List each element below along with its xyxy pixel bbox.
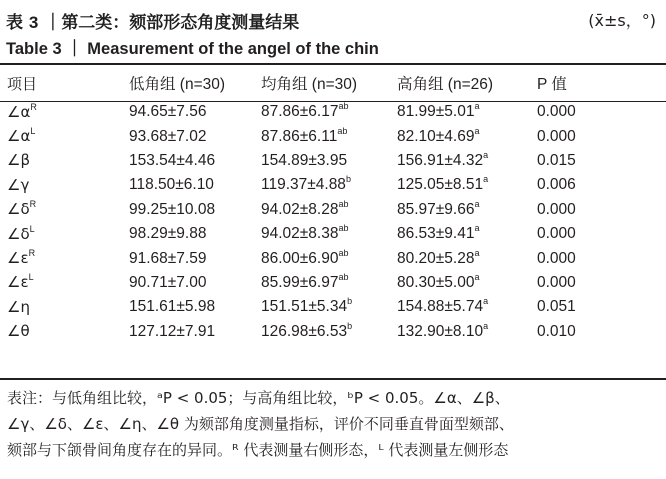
cell-mid: 94.02±8.28$^{ab}$ xyxy=(261,198,349,218)
table-notes xyxy=(7,385,659,463)
cell-low: 99.25±10.08 xyxy=(129,200,216,218)
cell-high: 80.20±5.28$^a$ xyxy=(397,247,480,267)
cell-item: $\angle\alpha^R$ xyxy=(7,101,37,121)
cell-mid: 87.86±6.17$^{ab}$ xyxy=(261,101,349,121)
note-line-1: 表注：与低角组比较，ᵃP < 0.05；与高角组比较，ᵇP < 0.05。∠α、∠β、 xyxy=(7,389,510,407)
cell-low: 98.29±9.88 xyxy=(129,225,207,243)
cell-p: 0.000 xyxy=(537,225,576,243)
cell-p: 0.000 xyxy=(537,249,576,267)
table-top-rule xyxy=(0,63,666,65)
cell-item: $\angle\varepsilon^R$ xyxy=(7,248,36,268)
cell-mid: 126.98±6.53$^b$ xyxy=(261,320,353,340)
cell-high: 85.97±9.66$^a$ xyxy=(397,198,480,218)
cell-mid: 119.37±4.88$^b$ xyxy=(261,174,351,194)
cell-item: $\angle\alpha^L$ xyxy=(7,126,36,146)
cell-p: 0.000 xyxy=(537,127,576,145)
caption-english: Table 3 ｜ Measurement of the angel of the chin xyxy=(6,40,379,58)
cell-high: 132.90±8.10$^a$ xyxy=(397,320,489,340)
cell-item: ∠η xyxy=(7,297,30,316)
cell-mid: 85.99±6.97$^{ab}$ xyxy=(261,271,349,291)
note-line-2: ∠γ、∠δ、∠ε、∠η、∠θ 为颏部角度测量指标，评价不同垂直骨面型颏部、 xyxy=(7,415,514,433)
cell-item: ∠γ xyxy=(7,175,30,194)
table-row xyxy=(0,149,666,173)
table-row xyxy=(0,124,666,148)
caption-title-chinese: 第二类：颏部形态角度测量结果 xyxy=(61,13,300,33)
cell-item: ∠β xyxy=(7,151,31,170)
table-row xyxy=(0,295,666,319)
header-item: 项目 xyxy=(7,74,38,93)
table-row xyxy=(0,100,666,124)
cell-high: 156.91±4.32$^a$ xyxy=(397,149,489,169)
table-bottom-rule xyxy=(0,378,666,380)
cell-mid: 151.51±5.34$^b$ xyxy=(261,296,353,316)
cell-high: 81.99±5.01$^a$ xyxy=(397,101,480,121)
header-high-angle: 高角组 (n=26) xyxy=(397,76,494,93)
table-header-row xyxy=(0,66,666,100)
caption-number: 3 xyxy=(28,13,39,32)
cell-low: 151.61±5.98 xyxy=(129,298,216,316)
header-p-value: P 值 xyxy=(537,76,567,93)
cell-p: 0.006 xyxy=(537,176,576,194)
cell-p: 0.015 xyxy=(537,151,576,169)
cell-low: 118.50±6.10 xyxy=(129,176,214,194)
table-row xyxy=(0,222,666,246)
cell-p: 0.000 xyxy=(537,200,576,218)
cell-high: 82.10±4.69$^a$ xyxy=(397,125,480,145)
cell-low: 93.68±7.02 xyxy=(129,127,207,145)
table-row xyxy=(0,173,666,197)
table-row xyxy=(0,246,666,270)
table-row xyxy=(0,198,666,222)
caption-chinese xyxy=(6,8,299,33)
cell-low: 127.12±7.91 xyxy=(129,322,216,340)
cell-low: 90.71±7.00 xyxy=(129,273,207,291)
cell-mid: 86.00±6.90$^{ab}$ xyxy=(261,247,349,267)
caption-separator: ｜ xyxy=(44,13,62,33)
cell-low: 91.68±7.59 xyxy=(129,249,207,267)
note-line-3: 颏部与下颌骨间角度存在的异同。ᴿ 代表测量右侧形态，ᴸ 代表测量左侧形态 xyxy=(7,441,509,459)
cell-p: 0.051 xyxy=(537,298,576,316)
header-low-angle: 低角组 (n=30) xyxy=(129,76,226,93)
caption-prefix: 表 xyxy=(6,13,23,33)
header-average-angle: 均角组 (n=30) xyxy=(261,76,358,93)
caption-unit: (x̄±s，°) xyxy=(588,11,656,30)
measurement-table xyxy=(0,66,666,344)
cell-mid: 87.86±6.11$^{ab}$ xyxy=(261,125,348,145)
cell-low: 153.54±4.46 xyxy=(129,151,216,169)
cell-low: 94.65±7.56 xyxy=(129,103,207,121)
cell-high: 125.05±8.51$^a$ xyxy=(397,174,489,194)
cell-high: 80.30±5.00$^a$ xyxy=(397,271,480,291)
cell-p: 0.000 xyxy=(537,273,576,291)
table-row xyxy=(0,271,666,295)
cell-item: $\angle\varepsilon^L$ xyxy=(7,272,34,292)
cell-item: $\angle\delta^R$ xyxy=(7,199,37,219)
table-row xyxy=(0,320,666,344)
cell-p: 0.010 xyxy=(537,322,576,340)
cell-p: 0.000 xyxy=(537,103,576,121)
cell-item: $\angle\delta^L$ xyxy=(7,223,35,243)
cell-mid: 154.89±3.95 xyxy=(261,151,348,169)
cell-high: 154.88±5.74$^a$ xyxy=(397,296,489,316)
cell-mid: 94.02±8.38$^{ab}$ xyxy=(261,223,349,243)
cell-high: 86.53±9.41$^a$ xyxy=(397,223,480,243)
cell-item: ∠θ xyxy=(7,322,30,341)
